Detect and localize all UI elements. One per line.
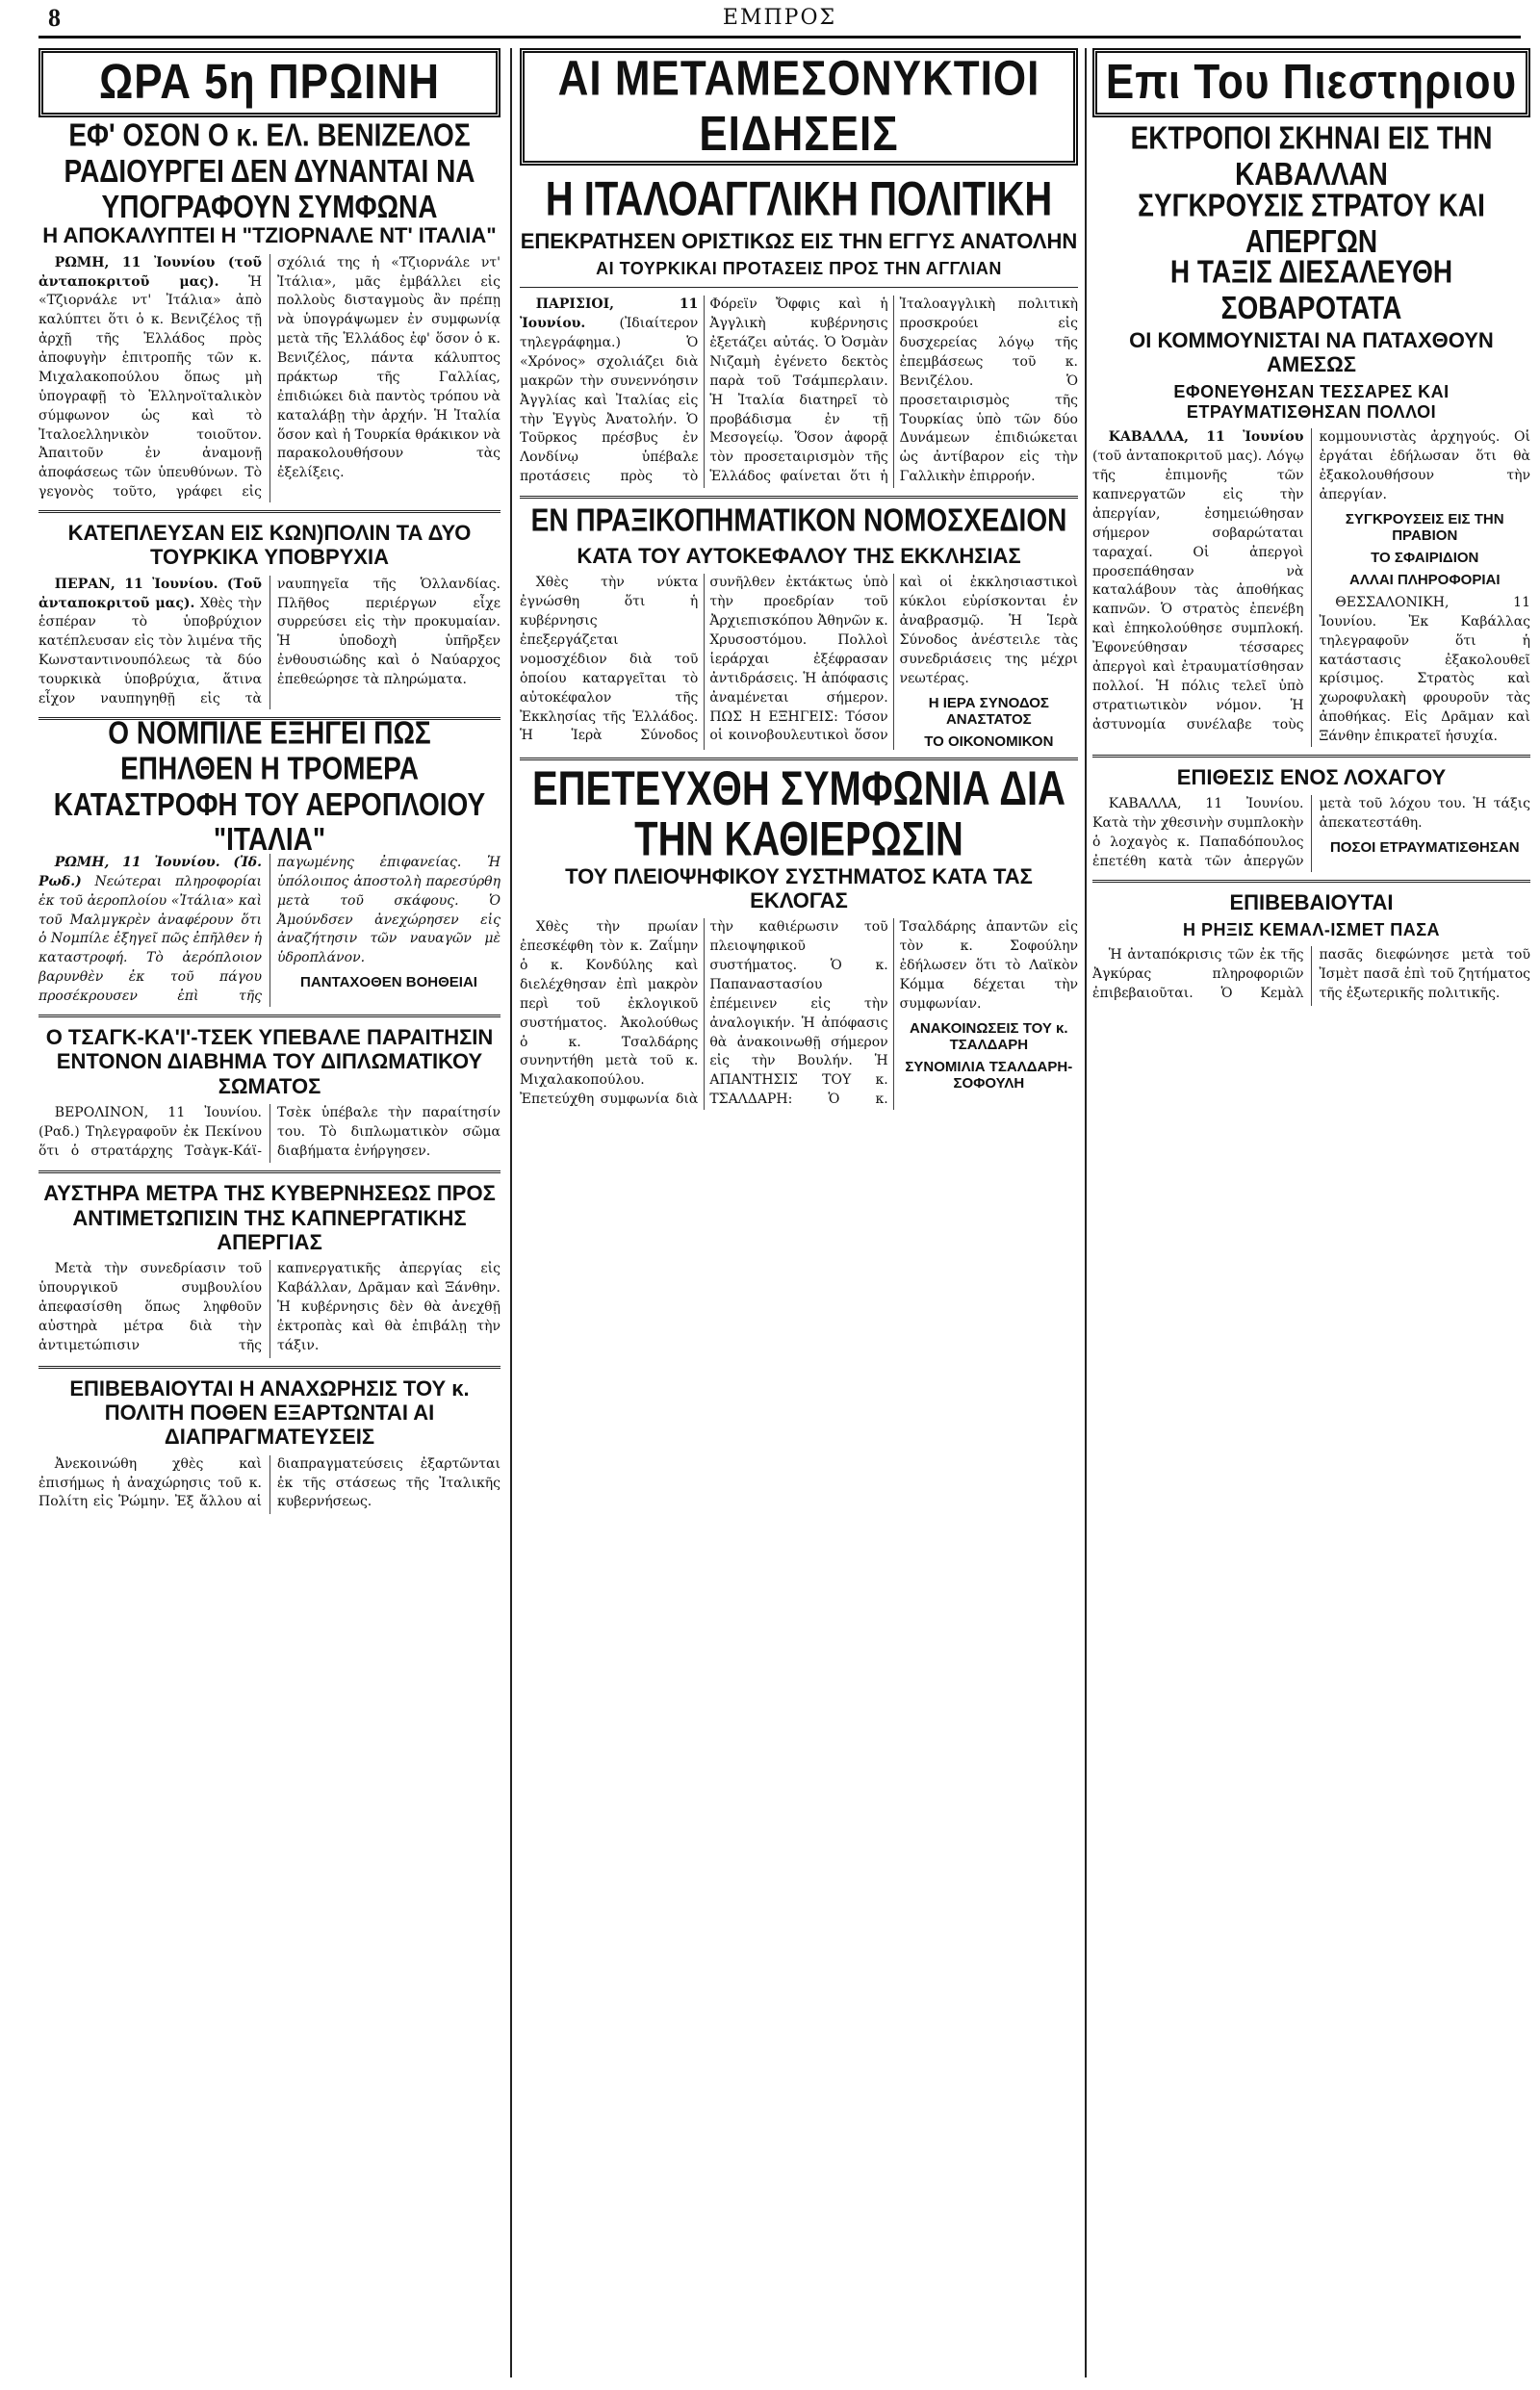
article-text: ΒΕΡΟΛΙΝΟΝ, 11 Ἰουνίου. (Ραδ.) Τηλεγραφοῦν ἐκ Πεκίνου ὅτι ὁ στρατάρχης Τσὰγκ-Κάϊ-Τσὲκ ὑπέβαλε τὴν παραίτησίν του. Τὸ διπλωματικὸν σῶμα διαβήματα ἐνήργησεν. <box>38 1104 500 1159</box>
dateline: ΠΑΡΙΣΙΟΙ, 11 Ἰουνίου. <box>520 296 699 332</box>
headline: ΕΠΕΚΡΑΤΗΣΕΝ ΟΡΙΣΤΙΚΩΣ ΕΙΣ ΤΗΝ ΕΓΓΥΣ ΑΝΑΤΟΛΗΝ <box>520 229 1078 253</box>
headline: ΕΦ' ΟΣΟΝ Ο κ. ΕΛ. ΒΕΝΙΖΕΛΟΣ ΡΑΔΙΟΥΡΓΕΙ ΔΕΝ ΔΥΝΑΝΤΑΙ ΝΑ ΥΠΟΓΡΑΦΟΥΝ ΣΥΜΦΩΝΑ <box>64 116 475 224</box>
article-text: (τοῦ ἀνταποκριτοῦ μας). Λόγῳ τῆς ἐπιμονῆς τῶν καπνεργατῶν εἰς τὴν ἀπεργίαν, ἐσημειώθησαν σήμερον σοβαρώταται ταραχαί. Οἱ ἀπεργοὶ προσεπάθησαν νὰ καταλάβουν τὰς ἀποθήκας καπνῶν. Ὁ στρατὸς ἐπενέβη καὶ ἐπηκολούθησε συμπλοκή. Ἐφονεύθησαν τέσσαρες ἀπεργοὶ καὶ ἐτραυματίσθησαν πολλοί. Ἡ πόλις τελεῖ ὑπὸ στρατιωτικὸν νόμον. Ἡ ἀστυνομία συνέλαβε τοὺς κομμουνιστὰς ἀρχηγούς. Οἱ ἐργάται ἐδήλωσαν ὅτι θὰ ἐξακολουθήσουν τὴν ἀπεργίαν. <box>1092 429 1530 732</box>
divider <box>1092 755 1530 758</box>
subheading: ΑΝΑΚΟΙΝΩΣΕΙΣ ΤΟΥ κ. ΤΣΑΛΔΑΡΗ <box>910 1019 1068 1053</box>
headline: ΕΠΙΘΕΣΙΣ ΕΝΟΣ ΛΟΧΑΓΟΥ <box>1176 764 1447 789</box>
dateline: ΡΩΜΗ, 11 Ἰουνίου. (Ἰδ. Ρωδ.) <box>38 854 262 889</box>
article-body <box>520 918 1078 1110</box>
headline: ΕΠΙΒΕΒΑΙΟΥΤΑΙ Η ΑΝΑΧΩΡΗΣΙΣ ΤΟΥ κ. ΠΟΛΙΤΗ ΠΟΘΕΝ ΕΞΑΡΤΩΝΤΑΙ ΑΙ ΔΙΑΠΡΑΓΜΑΤΕΥΣΕΙΣ <box>69 1375 470 1450</box>
column-center <box>520 48 1078 2377</box>
column-right <box>1092 48 1530 2377</box>
article-body <box>1092 946 1530 1006</box>
banner-title: Επι Του Πιεστηριου <box>1105 55 1518 110</box>
column-rule <box>510 48 512 2377</box>
subheading: ΤΟ ΟΙΚΟΝΟΜΙΚΟΝ <box>924 732 1054 750</box>
dateline: ΚΑΒΑΛΛΑ, 11 Ἰουνίου <box>1108 429 1304 446</box>
banner-title: ΑΙ ΜΕΤΑΜΕΣΟΝΥΚΤΙΟΙ ΕΙΔΗΣΕΙΣ <box>557 51 1040 162</box>
section-banner <box>520 48 1078 166</box>
divider <box>1092 880 1530 883</box>
divider <box>520 287 1078 288</box>
divider <box>38 1170 500 1173</box>
subheadline: Η ΡΗΞΙΣ ΚΕΜΑΛ-ΙΣΜΕΤ ΠΑΣΑ <box>1183 919 1440 939</box>
headline: ΕΝ ΠΡΑΞΙΚΟΠΗΜΑΤΙΚΟΝ ΝΟΜΟΣΧΕΔΙΟΝ <box>530 502 1067 539</box>
section-banner <box>38 48 500 117</box>
article-text: Μετὰ τὴν συνεδρίασιν τοῦ ὑπουργικοῦ συμβουλίου ἀπεφασίσθη ὅπως ληφθοῦν αὐστηρὰ μέτρα διὰ τὴν ἀντιμετώπισιν τῆς καπνεργατικῆς ἀπεργίας εἰς Καβάλλαν, Δρᾶμαν καὶ Ξάνθην. Ἡ κυβέρνησις δὲν θὰ ἀνεχθῇ ἐκτροπὰς καὶ θὰ ἐπιβάλῃ τὴν τάξιν. <box>38 1261 500 1353</box>
headline: Ο ΝΟΜΠΙΛΕ ΕΞΗΓΕΙ ΠΩΣ ΕΠΗΛΘΕΝ Η ΤΡΟΜΕΡΑ ΚΑΤΑΣΤΡΟΦΗ ΤΟΥ ΑΕΡΟΠΛΟΙΟΥ "ΙΤΑΛΙΑ" <box>53 714 486 858</box>
article-body <box>38 1260 500 1357</box>
headline: ΤΟΥ ΠΛΕΙΟΨΗΦΙΚΟΥ ΣΥΣΤΗΜΑΤΟΣ ΚΑΤΑ ΤΑΣ ΕΚΛΟΓΑΣ <box>565 863 1033 913</box>
headline: ΣΥΓΚΡΟΥΣΙΣ ΣΤΡΑΤΟΥ ΚΑΙ ΑΠΕΡΓΩΝ <box>1138 187 1485 259</box>
headline: ΟΙ ΚΟΜΜΟΥΝΙΣΤΑΙ ΝΑ ΠΑΤΑΧΘΟΥΝ ΑΜΕΣΩΣ <box>1129 327 1494 377</box>
subheading: ΠΑΝΤΑΧΟΘΕΝ ΒΟΗΘΕΙΑΙ <box>300 974 477 991</box>
section-banner <box>1092 48 1530 117</box>
subheadline: ΑΙ ΤΟΥΡΚΙΚΑΙ ΠΡΟΤΑΣΕΙΣ ΠΡΟΣ ΤΗΝ ΑΓΓΛΙΑΝ <box>596 259 1002 279</box>
page-number: 8 <box>48 4 61 32</box>
article-text: Ἡ ἀνταπόκρισις τῶν ἐκ τῆς Ἀγκύρας πληροφοριῶν ἐπιβεβαιοῦται. Ὁ Κεμὰλ πασᾶς διεφώνησε μετὰ τοῦ Ἰσμὲτ πασᾶ ἐπὶ τοῦ ζητήματος τῆς ἐξωτερικῆς πολιτικῆς. <box>1092 946 1530 1001</box>
article-body <box>1092 795 1530 872</box>
article-text: Χθὲς τὴν ἑσπέραν τὸ ὑποβρύχιον κατέπλευσαν εἰς τὸν λιμένα τῆς Κωνσταντινουπόλεως τὰ δύο τουρκικὰ ὑποβρύχια, ἅτινα εἶχον ναυπηγηθῇ εἰς τὰ ναυπηγεῖα τῆς Ὁλλανδίας. Πλῆθος περιέργων εἶχε συρρεύσει εἰς τὴν προκυμαίαν. Ἡ ὑποδοχὴ ὑπῆρξεν ἐνθουσιώδης καὶ ὁ Ναύαρχος ἐπεθεώρησε τὰ πληρώματα. <box>38 576 500 707</box>
subheading: ΠΟΣΟΙ ΕΤΡΑΥΜΑΤΙΣΘΗΣΑΝ <box>1329 838 1520 856</box>
subheadline: ΕΦΟΝΕΥΘΗΣΑΝ ΤΕΣΣΑΡΕΣ ΚΑΙ ΕΤΡΑΥΜΑΤΙΣΘΗΣΑΝ ΠΟΛΛΟΙ <box>1173 382 1450 423</box>
headline: Η ΤΑΞΙΣ ΔΙΕΣΑΛΕΥΘΗ ΣΟΒΑΡΟΤΑΤΑ <box>1169 253 1453 325</box>
article-text: Χθὲς τὴν πρωίαν ἐπεσκέφθη τὸν κ. Ζαΐμην ὁ κ. Κονδύλης καὶ διελέχθησαν ἐπὶ μακρὸν περὶ τοῦ ἐκλογικοῦ συστήματος. Ἀκολούθως ὁ κ. Τσαλδάρης συνηντήθη μετὰ τοῦ κ. Μιχαλακοπούλου. Ἐπετεύχθη συμφωνία διὰ τὴν καθιέρωσιν τοῦ πλειοψηφικοῦ συστήματος. Ὁ κ. Παπαναστασίου ἐπέμεινεν εἰς τὴν ἀναλογικήν. Ἡ ἀπόφασις θὰ ἀνακοινωθῇ σήμερον εἰς τὴν Βουλήν. Ἡ ΑΠΑΝΤΗΣΙΣ ΤΟΥ κ. ΤΣΑΛΔΑΡΗ: Ὁ κ. Τσαλδάρης ἀπαντῶν εἰς τὸν κ. Σοφούλην ἐδήλωσεν ὅτι τὸ Λαϊκὸν Κόμμα δέχεται τὴν συμφωνίαν. <box>520 919 1078 1108</box>
headline: Η ΙΤΑΛΟΑΓΓΛΙΚΗ ΠΟΛΙΤΙΚΗ <box>545 172 1053 226</box>
divider <box>38 1366 500 1369</box>
column-rule <box>1085 48 1087 2377</box>
subheading: ΣΥΝΟΜΙΛΙΑ ΤΣΑΛΔΑΡΗ-ΣΟΦΟΥΛΗ <box>905 1058 1073 1092</box>
headline: ΑΥΣΤΗΡΑ ΜΕΤΡΑ ΤΗΣ ΚΥΒΕΡΝΗΣΕΩΣ ΠΡΟΣ ΑΝΤΙΜΕΤΩΠΙΣΙΝ ΤΗΣ ΚΑΠΝΕΡΓΑΤΙΚΗΣ ΑΠΕΡΓΙΑΣ <box>43 1181 496 1255</box>
article-body <box>38 576 500 709</box>
page-folio <box>38 0 1521 39</box>
headline: ΚΑΤΑ ΤΟΥ ΑΥΤΟΚΕΦΑΛΟΥ ΤΗΣ ΕΚΚΛΗΣΙΑΣ <box>577 544 1021 569</box>
newspaper-name: ΕΜΠΡΟΣ <box>722 6 837 30</box>
article-text: Νεώτεραι πληροφορίαι ἐκ τοῦ ἀεροπλοίου «Ἰτάλια» καὶ τοῦ Μαλμγκρὲν ἀναφέρουν ὅτι ὁ Νομπίλε ἐξηγεῖ πῶς ἐπῆλθεν ἡ καταστροφή. Τὸ ἀερόπλοιον βαρυνθὲν ἐκ τοῦ πάγου προσέκρουσεν ἐπὶ τῆς παγωμένης ἐπιφανείας. Ἡ ὑπόλοιπος ἀποστολὴ παρεσύρθη μετὰ τοῦ σκάφους. Ὁ Ἀμούνδσεν ἀνεχώρησεν εἰς ἀναζήτησιν τῶν ναυαγῶν μὲ ὑδροπλάνον. <box>38 854 500 1005</box>
banner-title: ΩΡΑ 5η ΠΡΩΙΝΗ <box>98 55 441 110</box>
article-body <box>38 1104 500 1164</box>
headline: ΕΚΤΡΟΠΟΙ ΣΚΗΝΑΙ ΕΙΣ ΤΗΝ ΚΑΒΑΛΛΑΝ <box>1130 119 1493 192</box>
headline: ΚΑΤΕΠΛΕΥΣΑΝ ΕΙΣ ΚΩΝ)ΠΟΛΙΝ ΤΑ ΔΥΟ ΤΟΥΡΚΙΚΑ ΥΠΟΒΡΥΧΙΑ <box>67 521 472 570</box>
headline: ΕΠΕΤΕΥΧΘΗ ΣΥΜΦΩΝΙΑ ΔΙΑ ΤΗΝ ΚΑΘΙΕΡΩΣΙΝ <box>531 761 1065 866</box>
article-text: Χθὲς τὴν νύκτα ἐγνώσθη ὅτι ἡ κυβέρνησις ἐπεξεργάζεται νομοσχέδιον διὰ τοῦ ὁποίου καταργεῖται τὸ αὐτοκέφαλον τῆς Ἐκκλησίας τῆς Ἑλλάδος. Ἡ Ἱερὰ Σύνοδος συνῆλθεν ἐκτάκτως ὑπὸ τὴν προεδρίαν τοῦ Ἀρχιεπισκόπου Ἀθηνῶν κ. Χρυσοστόμου. Πολλοὶ ἱεράρχαι ἐξέφρασαν ἀντιδράσεις. Ἡ ἀπόφασις ἀναμένεται σήμερον. ΠΩΣ Η ΕΞΗΓΕΙΣ: Τόσον οἱ κοινοβουλευτικοὶ ὅσον καὶ οἱ ἐκκλησιαστικοὶ κύκλοι εὑρίσκονται ἐν ἀναβρασμῷ. Ἡ Ἱερὰ Σύνοδος ἀνέστειλε τὰς συνεδριάσεις της μέχρι νεωτέρας. <box>520 575 1078 744</box>
divider <box>520 758 1078 760</box>
subheading: Η ΙΕΡΑ ΣΥΝΟΔΟΣ ΑΝΑΣΤΑΤΟΣ <box>928 694 1049 728</box>
column-left <box>38 48 500 2377</box>
article-body <box>38 854 500 1007</box>
dateline: ΡΩΜΗ, 11 Ἰουνίου (τοῦ ἀνταποκριτοῦ μας). <box>38 254 262 290</box>
divider <box>38 1015 500 1017</box>
article-text: ΘΕΣΣΑΛΟΝΙΚΗ, 11 Ἰουνίου. Ἐκ Καβάλλας τηλεγραφοῦν ὅτι ἡ κατάστασις ἐξακολουθεῖ κρίσιμος. Στρατὸς καὶ χωροφυλακὴ φρουροῦν τὰς ἀποθήκας. Εἰς Δρᾶμαν καὶ Ξάνθην ἐπικρατεῖ ἡσυχία. <box>1319 594 1530 744</box>
divider <box>520 496 1078 499</box>
headline: ΕΠΙΒΕΒΑΙΟΥΤΑΙ <box>1229 889 1394 914</box>
article-text: Ἀνεκοινώθη χθὲς καὶ ἐπισήμως ἡ ἀναχώρησις τοῦ κ. Πολίτη εἰς Ῥώμην. Ἐξ ἄλλου αἱ διαπραγματεύσεις ἐξαρτῶνται ἐκ τῆς στάσεως τῆς Ἰταλικῆς κυβερνήσεως. <box>38 1455 500 1510</box>
subheading: ΤΟ ΣΦΑΙΡΙΔΙΟΝ <box>1371 549 1479 566</box>
article-text: Ἡ «Τζιορνάλε ντ' Ἰτάλια» ἀπὸ καλύπτει ὅτι ὁ κ. Βενιζέλος τῇ ἀρχῇ τῆς Ἑλλάδος πρὸς ἀποφυγὴν ἐπιτροπῆς τῶν κ. Μιχαλακοπούλου ὅπως μὴ ὑπογραφῇ τὸ Ἑλληνοϊταλικὸν σύμφωνον ὡς καὶ τὸ Ἰταλοελληνικὸν τοιοῦτον. Ἀπαιτοῦν ἐν ἀναμονῇ ἀποφάσεως τῶν ὑπευθύνων. Τὸ γεγονὸς τοῦτο, γράφει εἰς σχόλιά της ἡ «Τζιορνάλε ντ' Ἰτάλια», μᾶς ἐμβάλλει εἰς πολλοὺς δισταγμοὺς ἂν πρέπῃ νὰ ὑπογράψωμεν ἐν συμφωνίᾳ μετὰ τῆς Ἑλλάδος ἐφ' ὅσον ὁ κ. Βενιζέλος, πάντα κάλυπτος πράκτωρ τῆς Γαλλίας, ἐπιδιώκει διὰ παντὸς τρόπου νὰ καταλάβῃ τὴν ἀρχήν. Ἡ Ἰταλία ὅσον καὶ ἡ Τουρκία θράκικον νὰ παρακολουθήσουν τὰς ἐξελίξεις. <box>38 254 500 501</box>
headline: Η ΑΠΟΚΑΛΥΠΤΕΙ Η "ΤΖΙΟΡΝΑΛΕ ΝΤ' ΙΤΑΛΙΑ" <box>42 223 497 248</box>
subheading: ΣΥΓΚΡΟΥΣΕΙΣ ΕΙΣ ΤΗΝ ΠΡΑΒΙΟΝ <box>1345 510 1504 544</box>
article-text: (Ἰδιαίτερον τηλεγράφημα.) Ὁ «Χρόνος» σχολιάζει διὰ μακρῶν τὴν συνεννόησιν Ἀγγλίας καὶ Ἰταλίας εἰς τὴν Ἐγγὺς Ἀνατολήν. Ὁ Τοῦρκος πρέσβυς ἐν Λονδίνῳ ὑπέβαλε προτάσεις πρὸς τὸ Φόρεϊν Ὄφφις καὶ ἡ Ἀγγλικὴ κυβέρνησις ἐξετάζει αὐτάς. Ὁ Ὀσμὰν Νιζαμὴ ἐγένετο δεκτὸς παρὰ τοῦ Τσάμπερλαιν. Ἡ Ἰταλία διατηρεῖ τὸ προβάδισμα ἐν τῇ Μεσογείῳ. Ὅσον ἀφορᾷ τὸν προσεταιρισμὸν τῆς Ἑλλάδος φαίνεται ὅτι ἡ Ἰταλοαγγλικὴ πολιτικὴ προσκρούει εἰς δυσχερείας λόγῳ τῆς ἐπεμβάσεως τοῦ κ. Βενιζέλου. Ὁ προσεταιρισμὸς τῆς Τουρκίας ὑπὸ τῶν δύο Δυνάμεων ἐπιδιώκεται ὡς ἀντίβαρον εἰς τὴν Γαλλικὴν ἐπιρροήν. <box>520 296 1078 485</box>
article-body <box>1092 428 1530 747</box>
article-body <box>38 254 500 502</box>
divider <box>38 510 500 513</box>
article-text: ΚΑΒΑΛΛΑ, 11 Ἰουνίου. Κατὰ τὴν χθεσινὴν συμπλοκὴν ὁ λοχαγὸς κ. Παπαδόπουλος ἐπετέθη κατὰ τῶν ἀπεργῶν μετὰ τοῦ λόχου του. Ἡ τάξις ἀπεκατεστάθη. <box>1092 796 1530 869</box>
dateline: ΠΕΡΑΝ, 11 Ἰουνίου. (Τοῦ ἀνταποκριτοῦ μας). <box>38 576 262 611</box>
article-body <box>520 574 1078 749</box>
article-body <box>38 1455 500 1515</box>
subheading: ΑΛΛΑΙ ΠΛΗΡΟΦΟΡΙΑΙ <box>1348 571 1501 588</box>
article-body <box>520 296 1078 488</box>
headline: Ο ΤΣΑΓΚ-ΚΑ'Ι'-ΤΣΕΚ ΥΠΕΒΑΛΕ ΠΑΡΑΙΤΗΣΙΝ ΕΝΤΟΝΟΝ ΔΙΑΒΗΜΑ ΤΟΥ ΔΙΠΛΩΜΑΤΙΚΟΥ ΣΩΜΑΤΟΣ <box>45 1024 494 1098</box>
